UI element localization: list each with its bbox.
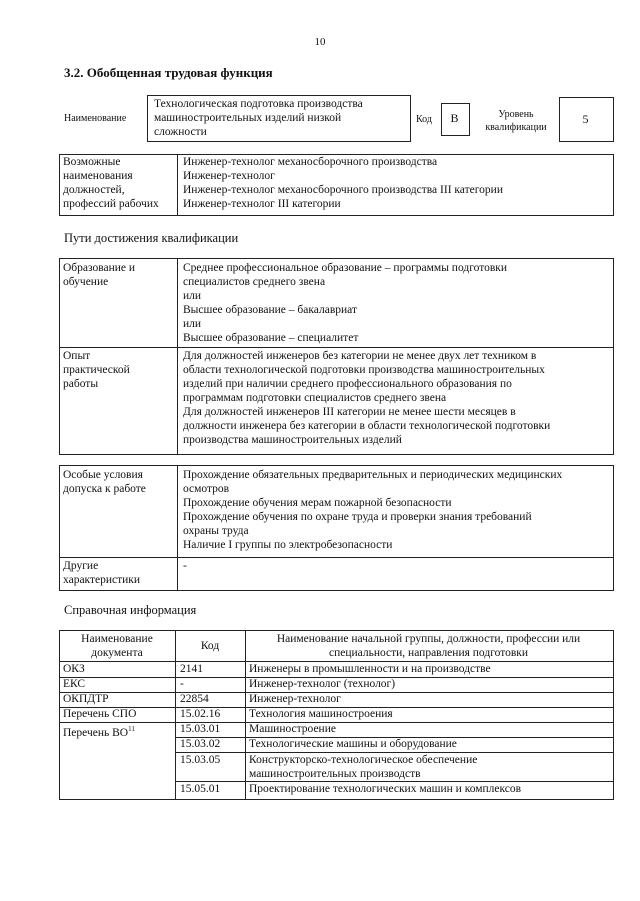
code-label: Код <box>416 114 432 125</box>
function-name-line: Технологическая подготовка производства <box>154 98 363 110</box>
education-line: или <box>183 290 202 302</box>
experience-label-line: практической <box>63 364 130 376</box>
footnote-marker: 11 <box>128 725 135 733</box>
other-label-line: характеристики <box>63 574 141 586</box>
special-line: охраны труда <box>183 525 249 537</box>
header-line: Наименование <box>81 633 153 645</box>
reference-doc: ОКПДТР <box>63 693 109 705</box>
reference-code: 2141 <box>180 663 203 675</box>
experience-label-line: Опыт <box>63 350 91 362</box>
reference-doc <box>63 722 135 740</box>
reference-name: Инженер-технолог <box>249 693 341 705</box>
education-line: или <box>183 318 202 330</box>
paths-title: Пути достижения квалификации <box>64 231 239 245</box>
education-line: специалистов среднего звена <box>183 276 326 288</box>
reference-code: 15.03.05 <box>180 754 221 766</box>
position-item: Инженер-технолог III категории <box>183 198 341 210</box>
page-number: 10 <box>314 36 326 48</box>
paths-row-divider <box>59 347 613 348</box>
reference-name-line: Конструкторско-технологическое обеспечение <box>249 754 478 766</box>
positions-label-line: профессий рабочих <box>63 198 159 210</box>
other-characteristics-value: - <box>183 560 187 572</box>
reference-name: Технология машиностроения <box>249 708 393 720</box>
level-value: 5 <box>582 112 589 126</box>
special-line: Прохождение обучения по охране труда и проверки знания требований <box>183 511 532 523</box>
reference-name: Проектирование технологических машин и комплексов <box>249 783 522 795</box>
education-label-line: Образование и <box>63 262 136 274</box>
special-line: Наличие I группы по электробезопасности <box>183 539 393 551</box>
section-title: 3.2. Обобщенная трудовая функция <box>64 65 273 80</box>
reference-code: 15.02.16 <box>180 708 221 720</box>
education-label <box>63 261 175 289</box>
education-line: Среднее профессиональное образование – программы подготовки <box>183 262 508 274</box>
reference-name: Машиностроение <box>249 723 336 735</box>
positions-label-line: наименования <box>63 170 133 182</box>
reference-row-divider <box>59 722 613 723</box>
education-values <box>183 261 608 345</box>
level-label-line: Уровень <box>498 109 534 120</box>
reference-name: Технологические машины и оборудование <box>249 738 457 750</box>
reference-name: Инженер-технолог (технолог) <box>249 678 396 690</box>
education-label-line: обучение <box>63 276 109 288</box>
positions-label-line: Возможные <box>63 156 121 168</box>
reference-code: 22854 <box>180 693 209 705</box>
header-line: специальности, направления подготовки <box>328 647 529 659</box>
experience-line: Для должностей инженеров без категории не менее двух лет техником в <box>183 350 537 362</box>
reference-name: Инженеры в промышленности и на производстве <box>249 663 491 675</box>
positions-values <box>183 155 608 211</box>
experience-values <box>183 349 611 447</box>
experience-line: области технологической подготовки производства машиностроительных <box>183 364 545 376</box>
reference-col-divider-1 <box>175 630 176 799</box>
experience-line: Для должностей инженеров III категории не менее шести месяцев в <box>183 406 516 418</box>
header-line: Наименование начальной группы, должности, профессии или <box>276 633 581 645</box>
conditions-row-divider <box>59 557 613 558</box>
experience-line: программам подготовки специалистов среднего звена <box>183 392 447 404</box>
experience-line: изделий при наличии среднего профессионального образования по <box>183 378 512 390</box>
reference-doc: ЕКС <box>63 678 86 690</box>
function-name-line: сложности <box>154 126 207 138</box>
position-item: Инженер-технолог <box>183 170 275 182</box>
other-characteristics-label <box>63 559 175 587</box>
positions-divider <box>177 154 178 215</box>
experience-line: должности инженера без категории в области технологической подготовки <box>183 420 551 432</box>
reference-code: 15.05.01 <box>180 783 221 795</box>
code-value: B <box>450 111 459 125</box>
reference-doc-text: Перечень ВО <box>63 726 129 739</box>
reference-header-name <box>245 632 612 660</box>
reference-name-line: машиностроительных производств <box>249 768 421 780</box>
function-name <box>154 97 409 139</box>
other-label-line: Другие <box>63 560 99 572</box>
reference-header-document <box>59 632 175 660</box>
position-item: Инженер-технолог механосборочного производства <box>183 156 438 168</box>
positions-label <box>63 155 175 211</box>
special-line: Прохождение обязательных предварительных и периодических медицинских <box>183 469 563 481</box>
reference-doc: Перечень СПО <box>63 708 137 720</box>
level-label <box>482 108 550 134</box>
special-conditions-label <box>63 468 175 496</box>
reference-header-code: Код <box>200 640 220 652</box>
paths-divider <box>177 258 178 454</box>
special-label-line: допуска к работе <box>63 483 146 495</box>
special-line: осмотров <box>183 483 230 495</box>
level-label-line: квалификации <box>485 122 547 133</box>
header-line: документа <box>91 647 143 659</box>
education-line: Высшее образование – бакалавриат <box>183 304 357 316</box>
special-line: Прохождение обучения мерам пожарной безопасности <box>183 497 452 509</box>
experience-line: производства машиностроительных изделий <box>183 434 402 446</box>
positions-label-line: должностей, <box>63 184 125 196</box>
special-conditions-values <box>183 468 611 552</box>
reference-doc: ОКЗ <box>63 663 85 675</box>
name-label: Наименование <box>64 113 127 124</box>
position-item: Инженер-технолог механосборочного производства III категории <box>183 184 503 196</box>
reference-code: 15.03.02 <box>180 738 221 750</box>
special-label-line: Особые условия <box>63 469 143 481</box>
reference-name <box>249 753 477 781</box>
reference-title: Справочная информация <box>64 603 197 617</box>
reference-code: 15.03.01 <box>180 723 221 735</box>
experience-label <box>63 349 175 391</box>
function-name-line: машиностроительных изделий низкой <box>154 112 342 124</box>
conditions-divider <box>177 465 178 590</box>
reference-code: - <box>180 678 184 690</box>
education-line: Высшее образование – специалитет <box>183 332 359 344</box>
experience-label-line: работы <box>63 378 99 390</box>
